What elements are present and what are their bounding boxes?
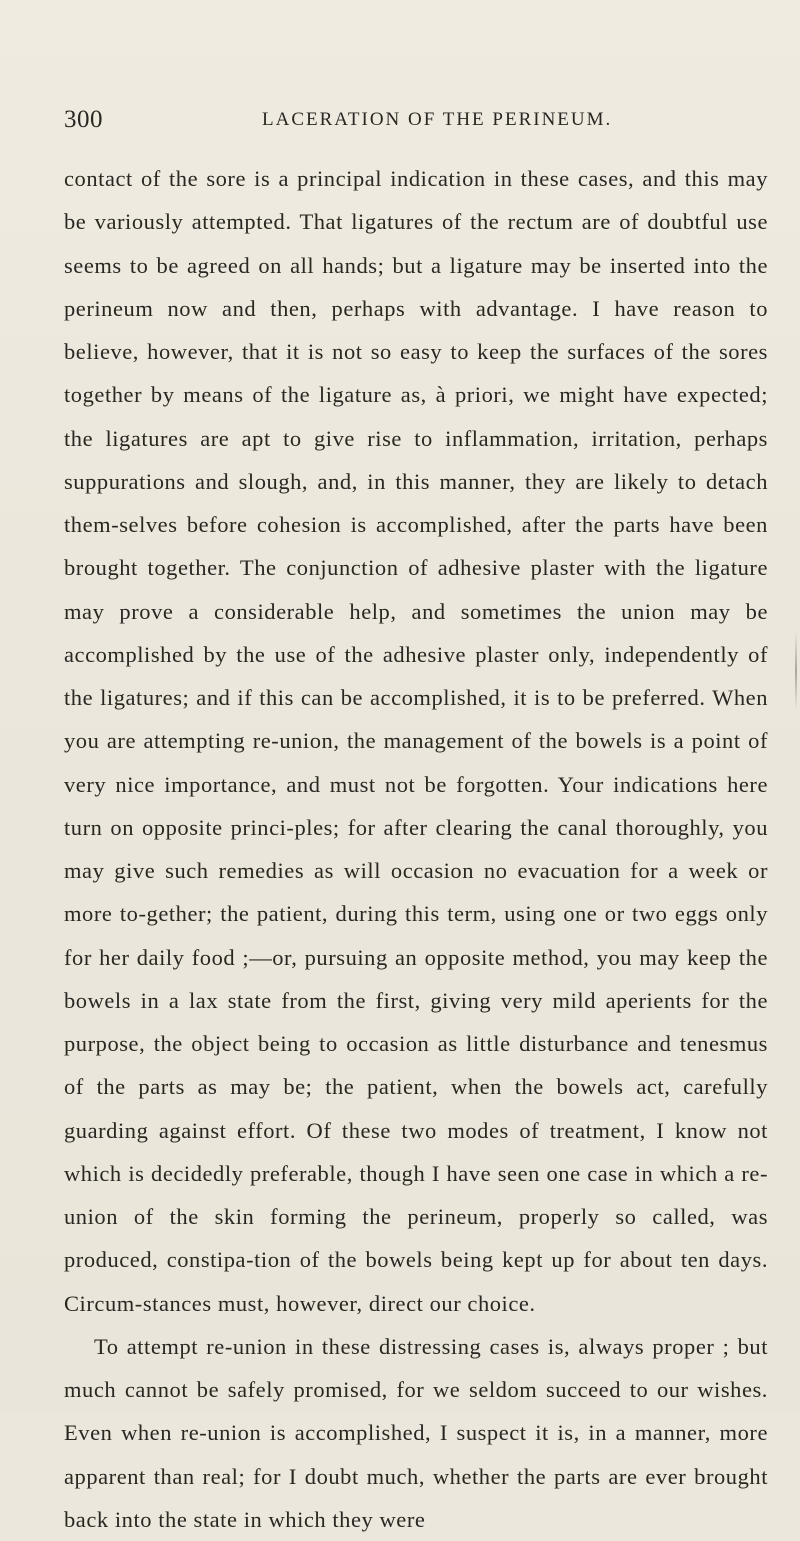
running-head — [0, 106, 800, 146]
scan-edge-mark — [795, 632, 797, 710]
paragraph-new: To attempt re-union in these distressing cases is, always proper ; but much cannot be safely promised, for we seldom succeed to our wishes. Even when re-union is accomplished, I suspect it is, in a manner, more apparent than real; for I doubt much, whether the parts are ever brought back into the state in which they were — [64, 1333, 768, 1532]
running-title: LACERATION OF THE PERINEUM. — [262, 109, 613, 130]
body-text — [64, 157, 768, 1541]
page-number: 300 — [64, 106, 103, 133]
paragraph-continued: contact of the sore is a principal indication in these cases, and this may be variously attempted. That ligatures of the rectum are of doubtful use seems to be agreed on all hands; but a ligature may be inserted into the perineum now and then, perhaps with advantage. I have reason to believe, however, that it is not so easy to keep the surfaces of the sores together by means of the ligature as, à priori, we might have expected; the ligatures are apt to give rise to inflammation, irritation, perhaps suppurations and slough, and, in this manner, they are likely to detach them-selves before cohesion is accomplished, after the parts have been brought together. The conjunction of adhesive plaster with the ligature may prove a considerable help, and sometimes the union may be accomplished by the use of the adhesive plaster only, independently of the ligatures; and if this can be accomplished, it is to be preferred. When you are attempting re-union, the management of the bowels is a point of very nice importance, and must not be forgotten. Your indications here turn on opposite princi-ples; for after clearing the canal thoroughly, you may give such remedies as will occasion no evacuation for a week or more to-gether; the patient, during this term, using one or two eggs only for her daily food ;—or, pursuing an opposite method, you may keep the bowels in a lax state from the first, giving very mild aperients for the purpose, the object being to occasion as little disturbance and tenesmus of the parts as may be; the patient, when the bowels act, carefully guarding against effort. Of these two modes of treatment, I know not which is decidedly preferable, though I have seen one case in which a re-union of the skin forming the perineum, properly so called, was produced, constipa-tion of the bowels being kept up for about ten days. Circum-stances must, however, direct our choice. — [64, 166, 768, 1316]
